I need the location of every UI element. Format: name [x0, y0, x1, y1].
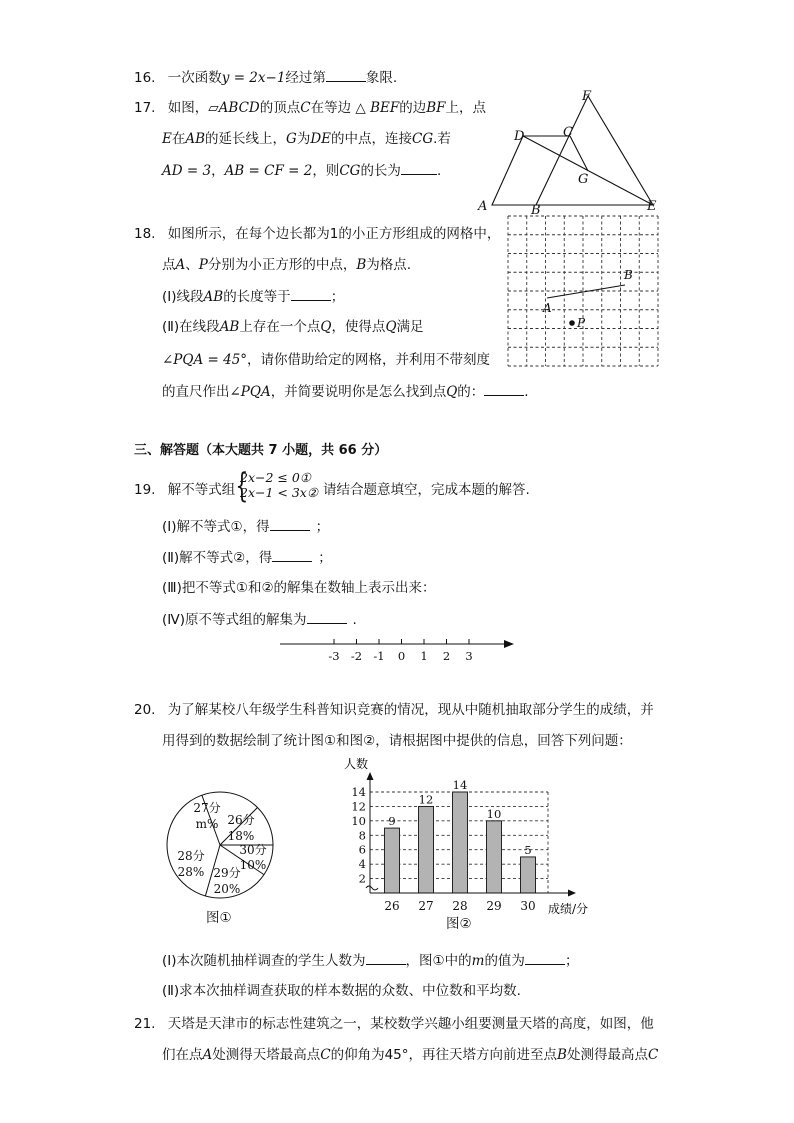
q19-text: (Ⅱ)解不等式②，得	[162, 550, 273, 566]
q18-math: ∠PQA	[229, 384, 271, 400]
q18-math: Q	[385, 319, 397, 335]
q17-label-A: A	[478, 199, 488, 214]
q18-math: P	[198, 257, 208, 273]
bar-chart-xlabel: 成绩/分	[548, 902, 589, 916]
q18-segment-AB	[547, 285, 625, 298]
q17-text: 的中点，连接	[331, 131, 413, 147]
q18-math: B	[356, 257, 367, 273]
bar-chart-value-label: 9	[388, 814, 396, 829]
pie-slice-label: 30分	[239, 843, 267, 857]
q18-label-A: A	[543, 301, 552, 315]
bar-chart-ylabel: 人数	[344, 757, 369, 771]
number-line-tick-label: -3	[328, 649, 340, 663]
q21-text: 的仰角为45°，再往天塔方向前进至点	[330, 1047, 558, 1063]
q18-text: 、	[185, 257, 199, 273]
q20-bar-chart	[330, 752, 600, 917]
bar-chart-bar	[385, 828, 400, 893]
q21-math: A	[202, 1047, 213, 1063]
bar-chart-bar	[453, 792, 468, 893]
q18-text: 为格点.	[366, 257, 412, 273]
q18-text: 的长度等于	[223, 289, 291, 305]
q18-text: ，请你借助给定的网格，并利用不带刻度	[247, 352, 491, 368]
q18-math: A	[175, 257, 186, 273]
number-line-tick-label: 2	[442, 649, 451, 663]
q21-text: 天塔是天津市的标志性建筑之一，某校数学兴趣小组要测量天塔的高度，如图，他	[167, 1016, 654, 1032]
number-line-tick-label: 1	[420, 649, 428, 663]
bar-chart-xtick-label: 29	[486, 899, 502, 913]
q17-math: BF	[426, 100, 446, 116]
q19-blank-2[interactable]	[272, 547, 312, 562]
q18-math: AB	[203, 289, 224, 305]
q18-text: ，使得点	[331, 319, 386, 335]
q17-blank[interactable]	[401, 160, 437, 175]
q18-text: 点	[162, 257, 176, 273]
q21-math: C	[320, 1047, 331, 1063]
q17-label-C: C	[563, 125, 573, 140]
q18-math: AB	[219, 319, 240, 335]
q17-label-F: F	[582, 89, 592, 104]
q21-line2	[162, 1045, 658, 1065]
q19-blank-3[interactable]	[307, 609, 347, 624]
q18-label-P: P	[577, 316, 586, 330]
q21-text: 处测得最高点	[566, 1047, 648, 1063]
q19-text: ；	[318, 550, 332, 566]
number-line-tick-label: 0	[397, 649, 406, 663]
q18-blank-1[interactable]	[291, 286, 331, 301]
pie-slice-label: 29分	[213, 866, 241, 880]
bar-chart-ytick-label: 6	[358, 842, 366, 857]
q18-line6	[162, 381, 529, 402]
q19-step1	[162, 516, 329, 537]
q19-line1	[134, 480, 235, 500]
q21-number: 21.	[134, 1016, 156, 1032]
q17-line-FE	[588, 96, 653, 205]
q17-number: 17.	[134, 100, 156, 116]
arrow-right-icon	[504, 640, 514, 648]
q18-line5	[162, 350, 490, 370]
q18-blank-2[interactable]	[484, 381, 524, 396]
pie-slice-value: 18%	[227, 829, 255, 843]
bar-chart-ytick-label: 14	[351, 785, 366, 799]
q17-math: G	[286, 131, 297, 147]
q17-math: E	[162, 131, 172, 147]
q19-text: 解不等式组	[167, 482, 236, 498]
q18-math: Q	[320, 319, 332, 335]
bar-chart-bar	[419, 806, 434, 893]
q16-line	[134, 67, 397, 88]
q17-label-G: G	[578, 172, 589, 187]
q21-line1	[134, 1014, 654, 1034]
q19-inequality-1: 2x−2 ≤ 0①	[240, 470, 312, 485]
q18-grid-figure	[507, 215, 659, 367]
bar-chart-bar	[521, 857, 536, 893]
number-line-tick-label: -1	[373, 649, 385, 663]
q18-math: Q	[446, 384, 458, 400]
q17-math: CG	[339, 163, 361, 179]
q21-text: 们在点	[162, 1047, 203, 1063]
q19-text: (Ⅳ)原不等式组的解集为	[162, 612, 307, 628]
q17-geometry-figure	[470, 86, 670, 216]
q17-math: ABCD	[218, 100, 260, 116]
q20-sub2: (Ⅱ)求本次抽样调查获取的样本数据的众数、中位数和平均数.	[162, 983, 521, 999]
q17-line-DAE	[492, 136, 653, 205]
q18-text: .	[524, 384, 529, 400]
q18-point-P	[569, 320, 575, 326]
q18-text: ，并简要说明你是怎么找到点	[270, 384, 447, 400]
q17-text: 的长为	[360, 163, 401, 179]
q16-text-mid: 经过第	[285, 70, 326, 86]
q18-text: (Ⅱ)在线段	[162, 319, 220, 335]
q17-text: ，则	[312, 163, 340, 179]
q17-text: 如图，▱	[167, 100, 219, 116]
q20-blank-2[interactable]	[525, 950, 565, 965]
q16-text: 一次函数	[167, 70, 222, 86]
q16-equation: y = 2x−1	[221, 70, 286, 86]
q20-fig2-caption: 图②	[446, 916, 472, 932]
q18-math: ∠PQA = 45°	[162, 352, 248, 368]
q17-math: AB = CF = 2	[224, 163, 313, 179]
q17-text: 为	[296, 131, 311, 147]
bar-chart-xtick-label: 30	[520, 899, 536, 913]
q20-line2: 用得到的数据绘制了统计图①和图②，请根据图中提供的信息，回答下列问题：	[162, 733, 632, 749]
q17-text: .若	[433, 131, 451, 147]
q17-line-BF	[536, 96, 588, 205]
q17-text: 的顶点	[259, 100, 301, 116]
bar-chart-ytick-label: 2	[358, 871, 366, 886]
q20-pie-chart	[155, 780, 285, 910]
q16-text-post: 象限.	[365, 70, 398, 86]
axis-break-icon	[366, 886, 378, 890]
q17-line1	[134, 98, 486, 118]
q19-number: 19.	[134, 482, 156, 498]
bar-chart-ytick-label: 8	[358, 828, 366, 843]
q20-line1	[134, 700, 654, 720]
q17-math: BEF	[370, 100, 400, 116]
q21-math: C	[647, 1047, 659, 1063]
q17-label-E: E	[647, 199, 657, 214]
pie-slice-value: 28%	[177, 865, 205, 879]
pie-slice-value: 20%	[213, 882, 241, 896]
q19-system-brace: {	[235, 466, 249, 506]
bar-chart-value-label: 10	[486, 806, 502, 821]
q20-text: (Ⅰ)本次随机抽样调查的学生人数为	[162, 953, 366, 969]
q18-text: 满足	[396, 319, 424, 335]
q18-line3	[162, 286, 344, 307]
q20-text: ，图①中的	[405, 953, 472, 969]
q18-line4	[162, 317, 424, 337]
bar-chart-value-label: 5	[524, 842, 532, 857]
q19-blank-1[interactable]	[270, 516, 310, 531]
bar-chart-xtick-label: 28	[452, 899, 468, 913]
bar-chart-xtick-label: 27	[418, 899, 434, 913]
q20-number: 20.	[134, 702, 156, 718]
q18-label-B: B	[624, 268, 633, 282]
q17-text: .	[436, 163, 442, 179]
q17-text: 的延长线上，	[205, 131, 287, 147]
q18-text: 上存在一个点	[239, 319, 321, 335]
q20-text: 为了解某校八年级学生科普知识竞赛的情况，现从中随机抽取部分学生的成绩，并	[167, 702, 654, 718]
q19-text: (Ⅰ)解不等式①，得	[162, 519, 270, 535]
q19-text: .	[352, 612, 357, 628]
pie-slice-value: m%	[195, 817, 219, 831]
bar-chart-xtick-label: 26	[384, 899, 400, 913]
q17-label-D: D	[514, 129, 525, 144]
q19-line1-post: 请结合题意填空，完成本题的解答.	[323, 482, 530, 498]
q19-step3: (Ⅲ)把不等式①和②的解集在数轴上表示出来：	[162, 580, 436, 596]
q20-text: ；	[564, 953, 579, 969]
arrow-up-icon	[367, 772, 374, 780]
q20-blank-1[interactable]	[366, 950, 406, 965]
q18-text: 如图所示，在每个边长都为1的小正方形组成的网格中，	[167, 226, 501, 242]
arrow-right-icon	[568, 890, 576, 897]
q18-text: (I)线段	[162, 289, 204, 305]
q19-step2	[162, 547, 332, 568]
q17-text: 的边	[399, 100, 427, 116]
q19-number-line	[276, 634, 521, 664]
q17-math: DE	[310, 131, 332, 147]
q17-label-B: B	[531, 203, 541, 216]
bar-chart-value-label: 12	[418, 792, 434, 807]
pie-slice-label: 28分	[177, 849, 205, 863]
pie-slice-label: 26分	[227, 813, 255, 827]
q16-number: 16.	[134, 70, 156, 86]
q17-text: ，	[211, 163, 225, 179]
q18-number: 18.	[134, 226, 156, 242]
pie-slice-label: 27分	[193, 801, 221, 815]
bar-chart-ytick-label: 4	[358, 857, 366, 872]
q18-line2	[162, 255, 411, 275]
number-line-tick-label: -2	[350, 649, 363, 663]
q20-sub1	[162, 950, 578, 971]
q21-math: B	[557, 1047, 567, 1063]
q18-text: 的直尺作出	[162, 384, 230, 400]
q17-math: AD = 3	[162, 163, 212, 179]
q20-math: m	[471, 953, 485, 969]
q19-text: ；	[315, 519, 330, 535]
q17-math: CG	[412, 131, 434, 147]
q18-text: 分别为小正方形的中点，	[207, 257, 357, 273]
bar-chart-bar	[487, 821, 502, 893]
q16-blank[interactable]	[326, 67, 366, 82]
q20-text: 的值为	[484, 953, 525, 969]
section-3-heading: 三、解答题（本大题共 7 小题，共 66 分）	[134, 443, 388, 458]
pie-slice-value: 10%	[239, 858, 267, 872]
q18-line1	[134, 224, 500, 244]
q19-inequality-2: 2x−1 < 3x②	[240, 485, 319, 500]
q17-math: C	[300, 100, 311, 116]
bar-chart-ytick-label: 10	[351, 813, 366, 828]
bar-chart-ytick-label: 12	[351, 799, 366, 814]
bar-chart-value-label: 14	[452, 778, 468, 792]
q17-text: 在	[171, 131, 186, 147]
q17-text: 上，点	[445, 100, 487, 116]
q17-line2	[162, 129, 451, 149]
q20-fig1-caption: 图①	[206, 910, 232, 926]
q18-text: ；	[330, 289, 345, 305]
number-line-tick-label: 3	[465, 649, 473, 663]
q17-line3	[162, 160, 441, 181]
q17-text: 在等边 △	[310, 100, 371, 116]
q19-step4	[162, 609, 357, 630]
q17-math: AB	[185, 131, 206, 147]
q18-text: 的：	[457, 384, 485, 400]
q21-text: 处测得天塔最高点	[212, 1047, 321, 1063]
